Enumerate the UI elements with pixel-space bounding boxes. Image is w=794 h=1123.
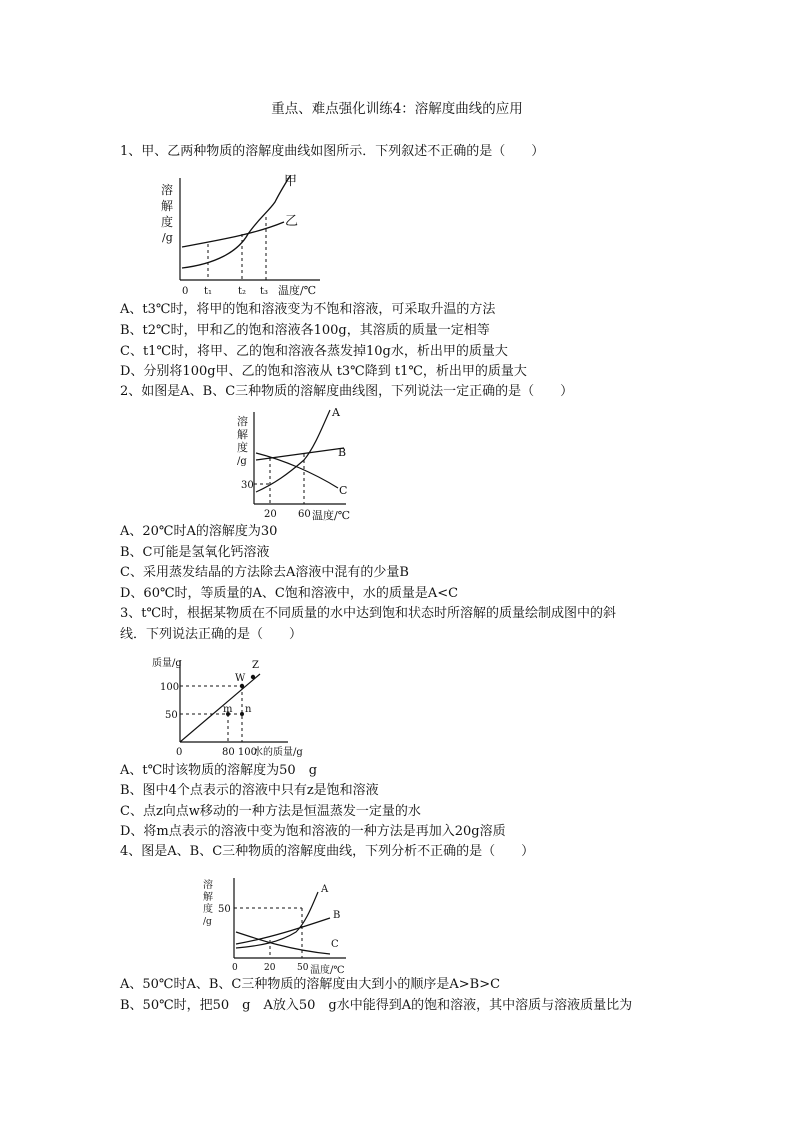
q2-ylabel-3: 度 (237, 441, 248, 454)
q4-stem: 4、图是A、B、C三种物质的溶解度曲线，下列分析不正确的是（ ） (120, 844, 535, 859)
q4-tick-50: 50 (297, 963, 309, 973)
q2-curve-label-a: A (332, 406, 340, 419)
q4-curve-label-b: B (333, 910, 341, 921)
q2-xlabel: 温度/℃ (312, 509, 351, 522)
q1-curve-label-yi: 乙 (285, 214, 299, 229)
q3-label-w: W (235, 673, 246, 684)
q4-ylabel-3: 度 (203, 904, 213, 915)
q1-curve-yi (182, 222, 284, 247)
q2-option-a: A、20℃时A的溶解度为30 (120, 524, 278, 539)
q1-tick-t2: t₂ (238, 286, 247, 297)
q2-curve-b (256, 446, 347, 460)
q4-ytick-50: 50 (218, 904, 231, 915)
q2-stem: 2、如图是A、B、C三种物质的溶解度曲线图，下列说法一定正确的是（ ） (120, 384, 574, 399)
q1-solubility-chart (160, 172, 335, 300)
q3-stem-line1: 3、t℃时，根据某物质在不同质量的水中达到饱和状态时所溶解的质量绘制成图中的斜 (120, 606, 617, 621)
q4-xlabel: 温度/℃ (310, 965, 345, 976)
q2-curve-label-c: C (339, 484, 348, 497)
q4-tick-0: 0 (232, 963, 238, 973)
q3-label-m: m (223, 704, 233, 715)
q4-ylabel-2: 解 (203, 892, 213, 903)
q1-curve-label-jia: 甲 (284, 174, 298, 189)
q2-option-d: D、60℃时，等质量的A、C饱和溶液中，水的质量是A<C (120, 586, 459, 601)
q4-curve-label-c: C (331, 939, 339, 950)
q2-tick-20: 20 (264, 509, 277, 520)
q3-option-d: D、将m点表示的溶液中变为饱和溶液的一种方法是再加入20g溶质 (120, 824, 506, 839)
q4-curve-label-a: A (321, 884, 329, 895)
q2-ylabel-1: 溶 (237, 415, 248, 428)
q1-tick-t1: t₁ (204, 286, 213, 297)
q2-solubility-chart (234, 408, 364, 526)
q4-curve-a (236, 892, 318, 948)
q3-label-z: Z (252, 660, 259, 671)
q4-tick-20: 20 (264, 963, 276, 973)
q1-option-d: D、分别将100g甲、乙的饱和溶液从 t3℃降到 t1℃，析出甲的质量大 (120, 364, 527, 379)
q4-curve-c (236, 932, 330, 954)
q3-ytick-50: 50 (165, 710, 178, 721)
q4-ylabel-4: /g (203, 917, 212, 927)
q1-curve-jia (182, 176, 290, 268)
q3-option-c: C、点z向点w移动的一种方法是恒温蒸发一定量的水 (120, 804, 421, 819)
page-title: 重点、难点强化训练4：溶解度曲线的应用 (271, 101, 523, 117)
q3-label-n: n (245, 704, 252, 715)
q1-ylabel-1: 溶 (161, 183, 174, 197)
q1-option-a: A、t3℃时，将甲的饱和溶液变为不饱和溶液，可采取升温的方法 (120, 302, 496, 317)
q4-solubility-chart (200, 874, 360, 978)
q4-curve-b (236, 918, 330, 944)
q1-option-c: C、t1℃时，将甲、乙的饱和溶液各蒸发掉10g水，析出甲的质量大 (120, 344, 508, 359)
q3-point-z (251, 675, 255, 679)
q1-ylabel-3: 度 (161, 215, 174, 229)
q2-ylabel-4: /g (237, 456, 247, 467)
q1-xlabel: 温度/℃ (278, 284, 317, 297)
q3-stem-line2: 线．下列说法正确的是（ ） (120, 627, 303, 642)
q1-stem: 1、甲、乙两种物质的溶解度曲线如图所示．下列叙述不正确的是（ ） (120, 144, 545, 159)
q1-ylabel-4: /g (162, 231, 173, 244)
q1-tick-0: 0 (182, 286, 189, 297)
q2-option-b: B、C可能是氢氧化钙溶液 (120, 545, 270, 560)
q3-mass-chart (148, 654, 308, 762)
q1-tick-t3: t₃ (260, 286, 269, 297)
q2-ylabel-2: 解 (237, 428, 248, 441)
q1-option-b: B、t2℃时，甲和乙的饱和溶液各100g，其溶质的质量一定相等 (120, 323, 490, 338)
q2-tick-60: 60 (298, 509, 311, 520)
q2-ytick-30: 30 (241, 480, 254, 491)
q3-point-n (240, 712, 244, 716)
q3-ylabel: 质量/g (152, 658, 182, 669)
q2-curve-label-b: B (338, 446, 347, 459)
q3-xlabel: 水的质量/g (253, 747, 303, 758)
q3-xticks: 80 100 (222, 747, 257, 758)
q3-option-b: B、图中4个点表示的溶液中只有z是饱和溶液 (120, 783, 379, 798)
q4-option-a: A、50℃时A、B、C三种物质的溶解度由大到小的顺序是A>B>C (120, 977, 501, 992)
q3-ytick-100: 100 (160, 682, 180, 693)
q2-option-c: C、采用蒸发结晶的方法除去A溶液中混有的少量B (120, 565, 409, 580)
q3-option-a: A、t℃时该物质的溶解度为50 g (120, 763, 318, 778)
q3-origin: 0 (176, 747, 183, 758)
q1-ylabel-2: 解 (161, 199, 174, 213)
q4-option-b: B、50℃时，把50 g A放入50 g水中能得到A的饱和溶液，其中溶质与溶液质量比为 (120, 998, 633, 1013)
q3-point-w (240, 684, 244, 688)
q4-ylabel-1: 溶 (203, 880, 213, 891)
